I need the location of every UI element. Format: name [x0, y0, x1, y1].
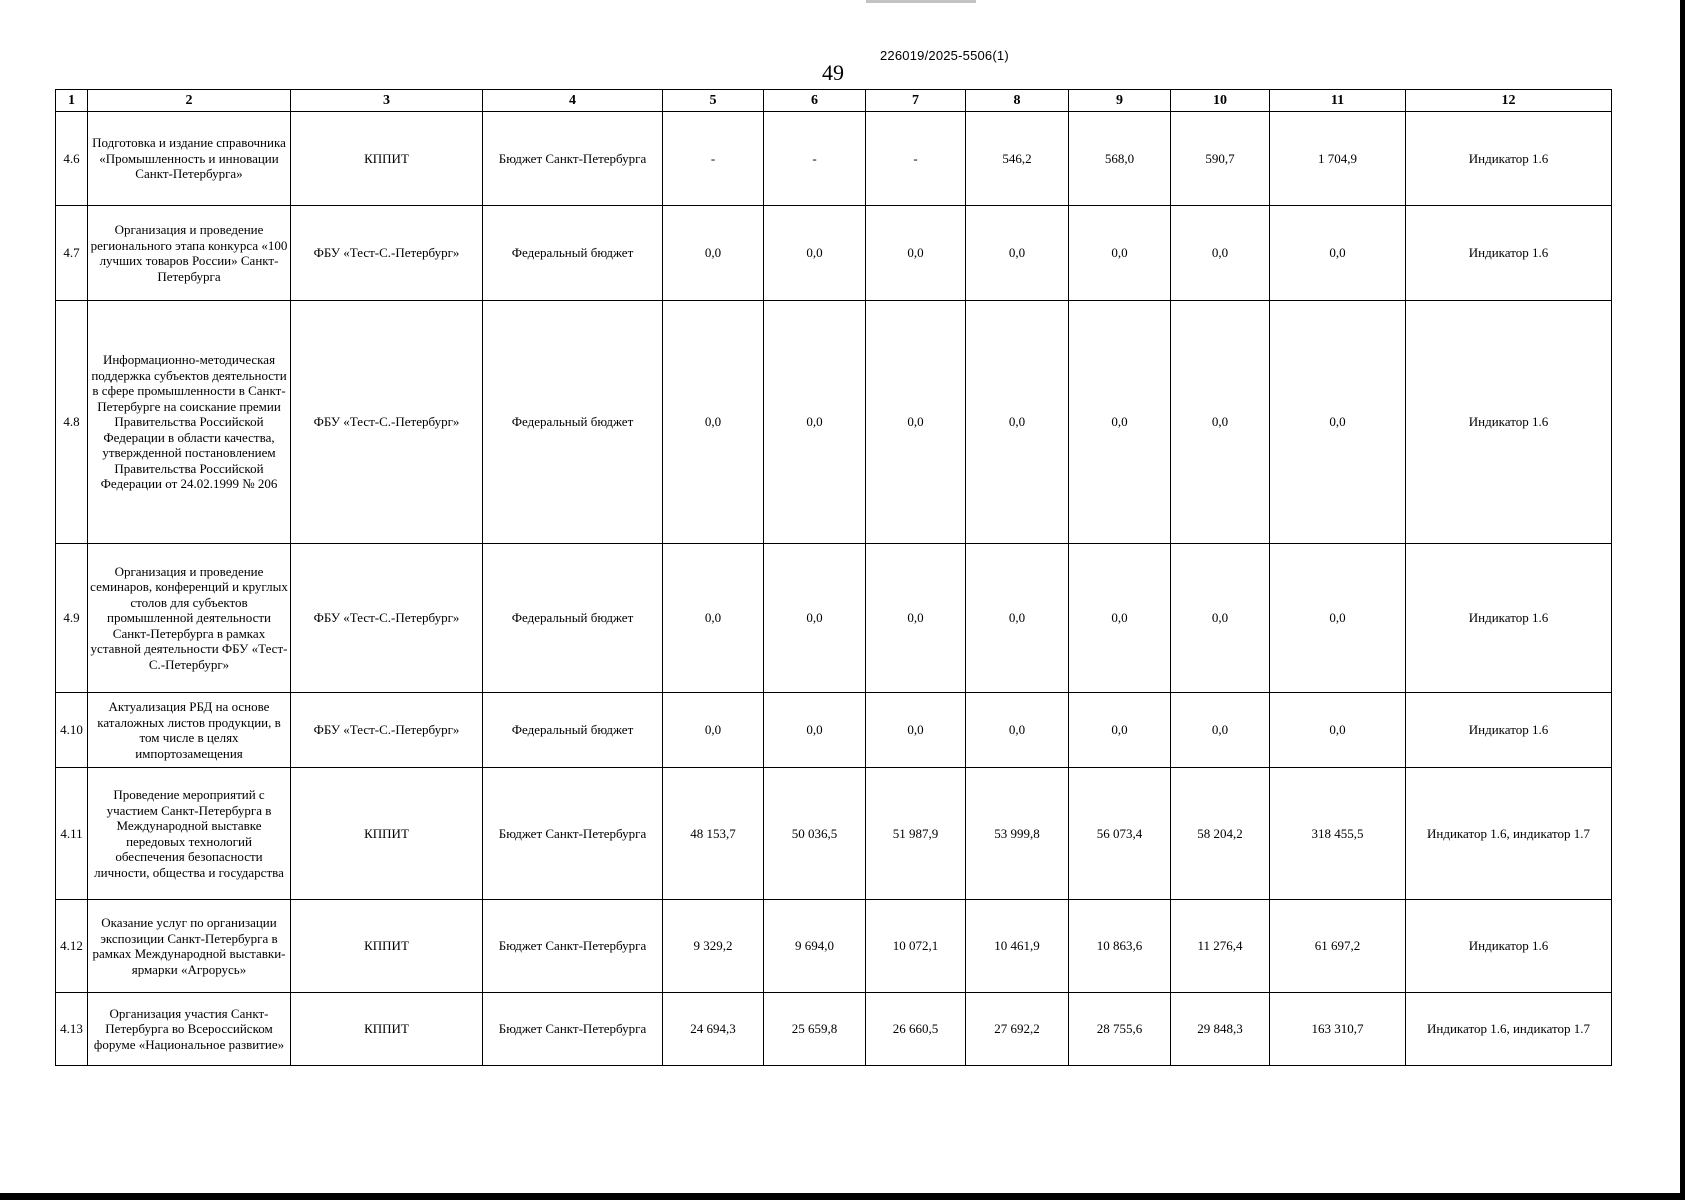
column-header-11: 11	[1270, 90, 1406, 112]
column-header-7: 7	[866, 90, 966, 112]
cell-total: 163 310,7	[1270, 993, 1406, 1066]
table-row	[56, 206, 1612, 301]
cell-value-col7: 0,0	[866, 693, 966, 768]
cell-total: 1 704,9	[1270, 112, 1406, 206]
column-header-9: 9	[1069, 90, 1171, 112]
cell-value-col5: 0,0	[663, 301, 764, 544]
cell-value-col8: 27 692,2	[966, 993, 1069, 1066]
cell-value-col8: 53 999,8	[966, 768, 1069, 900]
cell-value-col8: 10 461,9	[966, 900, 1069, 993]
cell-source: Федеральный бюджет	[483, 301, 663, 544]
cell-value-col9: 10 863,6	[1069, 900, 1171, 993]
cell-value-col5: 24 694,3	[663, 993, 764, 1066]
cell-value-col9: 28 755,6	[1069, 993, 1171, 1066]
cell-total: 318 455,5	[1270, 768, 1406, 900]
cell-name: Проведение мероприятий с участием Санкт-Петербурга в Международной выставке передовых технологий обеспечения безопасности личности, общества и государства	[88, 768, 291, 900]
cell-value-col10: 11 276,4	[1171, 900, 1270, 993]
page-bottom-border	[0, 1193, 1685, 1200]
program-activities-table	[55, 89, 1612, 1066]
cell-indicator: Индикатор 1.6	[1406, 544, 1612, 693]
cell-name: Оказание услуг по организации экспозиции Санкт-Петербурга в рамках Международной выставки-ярмарки «Агрорусь»	[88, 900, 291, 993]
table-row	[56, 768, 1612, 900]
cell-value-col6: 50 036,5	[764, 768, 866, 900]
cell-value-col9: 0,0	[1069, 693, 1171, 768]
cell-value-col10: 29 848,3	[1171, 993, 1270, 1066]
cell-value-col10: 58 204,2	[1171, 768, 1270, 900]
cell-value-col7: 0,0	[866, 544, 966, 693]
cell-name: Организация и проведение регионального этапа конкурса «100 лучших товаров России» Санкт-Петербурга	[88, 206, 291, 301]
document-number: 226019/2025-5506(1)	[880, 48, 1009, 63]
cell-source: Федеральный бюджет	[483, 544, 663, 693]
cell-value-col5: 9 329,2	[663, 900, 764, 993]
cell-name: Организация и проведение семинаров, конференций и круглых столов для субъектов промышленной деятельности Санкт-Петербурга в рамках уставной деятельности ФБУ «Тест-С.-Петербург»	[88, 544, 291, 693]
column-header-1: 1	[56, 90, 88, 112]
cell-value-col7: 0,0	[866, 206, 966, 301]
cell-indicator: Индикатор 1.6	[1406, 206, 1612, 301]
cell-indicator: Индикатор 1.6	[1406, 900, 1612, 993]
cell-num: 4.12	[56, 900, 88, 993]
cell-value-col6: 0,0	[764, 544, 866, 693]
cell-source: Бюджет Санкт-Петербурга	[483, 900, 663, 993]
column-header-10: 10	[1171, 90, 1270, 112]
cell-source: Федеральный бюджет	[483, 206, 663, 301]
cell-value-col10: 0,0	[1171, 206, 1270, 301]
table-row	[56, 993, 1612, 1066]
cell-value-col9: 0,0	[1069, 301, 1171, 544]
table-body	[56, 90, 1612, 1066]
cell-value-col9: 568,0	[1069, 112, 1171, 206]
cell-executor: КППИТ	[291, 768, 483, 900]
cell-value-col8: 0,0	[966, 301, 1069, 544]
cell-total: 0,0	[1270, 301, 1406, 544]
cell-value-col7: 26 660,5	[866, 993, 966, 1066]
cell-num: 4.6	[56, 112, 88, 206]
cell-value-col7: 51 987,9	[866, 768, 966, 900]
cell-total: 0,0	[1270, 544, 1406, 693]
cell-value-col6: 9 694,0	[764, 900, 866, 993]
column-header-5: 5	[663, 90, 764, 112]
cell-executor: ФБУ «Тест-С.-Петербург»	[291, 544, 483, 693]
column-header-12: 12	[1406, 90, 1612, 112]
table-row	[56, 900, 1612, 993]
cell-name: Актуализация РБД на основе каталожных листов продукции, в том числе в целях импортозамещения	[88, 693, 291, 768]
page-number: 49	[822, 60, 844, 85]
cell-value-col8: 0,0	[966, 693, 1069, 768]
column-header-6: 6	[764, 90, 866, 112]
cell-executor: ФБУ «Тест-С.-Петербург»	[291, 206, 483, 301]
cell-value-col7: -	[866, 112, 966, 206]
cell-executor: КППИТ	[291, 112, 483, 206]
cell-source: Бюджет Санкт-Петербурга	[483, 112, 663, 206]
cell-indicator: Индикатор 1.6, индикатор 1.7	[1406, 993, 1612, 1066]
cell-num: 4.11	[56, 768, 88, 900]
cell-value-col6: -	[764, 112, 866, 206]
column-header-2: 2	[88, 90, 291, 112]
cell-indicator: Индикатор 1.6	[1406, 112, 1612, 206]
cell-value-col6: 0,0	[764, 206, 866, 301]
table-row	[56, 693, 1612, 768]
cell-value-col6: 25 659,8	[764, 993, 866, 1066]
cell-num: 4.10	[56, 693, 88, 768]
table-row	[56, 112, 1612, 206]
cell-total: 0,0	[1270, 693, 1406, 768]
cell-name: Организация участия Санкт-Петербурга во Всероссийском форуме «Национальное развитие»	[88, 993, 291, 1066]
cell-value-col10: 0,0	[1171, 544, 1270, 693]
cell-value-col5: 0,0	[663, 544, 764, 693]
cell-value-col8: 0,0	[966, 544, 1069, 693]
cell-value-col6: 0,0	[764, 301, 866, 544]
cell-source: Федеральный бюджет	[483, 693, 663, 768]
cell-name: Подготовка и издание справочника «Промышленность и инновации Санкт-Петербурга»	[88, 112, 291, 206]
table-row	[56, 544, 1612, 693]
cell-value-col10: 0,0	[1171, 301, 1270, 544]
cell-value-col5: 0,0	[663, 693, 764, 768]
column-header-8: 8	[966, 90, 1069, 112]
cell-indicator: Индикатор 1.6	[1406, 301, 1612, 544]
cell-num: 4.9	[56, 544, 88, 693]
column-header-4: 4	[483, 90, 663, 112]
cell-total: 61 697,2	[1270, 900, 1406, 993]
cell-source: Бюджет Санкт-Петербурга	[483, 768, 663, 900]
page-right-border	[1680, 0, 1685, 1200]
cell-value-col5: 0,0	[663, 206, 764, 301]
cell-value-col9: 56 073,4	[1069, 768, 1171, 900]
cell-value-col10: 590,7	[1171, 112, 1270, 206]
cell-value-col7: 0,0	[866, 301, 966, 544]
cell-total: 0,0	[1270, 206, 1406, 301]
column-number-row	[56, 90, 1612, 112]
cell-indicator: Индикатор 1.6, индикатор 1.7	[1406, 768, 1612, 900]
cell-indicator: Индикатор 1.6	[1406, 693, 1612, 768]
cell-value-col7: 10 072,1	[866, 900, 966, 993]
column-header-3: 3	[291, 90, 483, 112]
cell-value-col9: 0,0	[1069, 544, 1171, 693]
cell-num: 4.13	[56, 993, 88, 1066]
top-scan-mark	[866, 0, 976, 3]
cell-num: 4.8	[56, 301, 88, 544]
cell-num: 4.7	[56, 206, 88, 301]
cell-executor: КППИТ	[291, 900, 483, 993]
cell-executor: КППИТ	[291, 993, 483, 1066]
cell-value-col6: 0,0	[764, 693, 866, 768]
cell-value-col10: 0,0	[1171, 693, 1270, 768]
cell-value-col5: -	[663, 112, 764, 206]
cell-value-col8: 0,0	[966, 206, 1069, 301]
cell-executor: ФБУ «Тест-С.-Петербург»	[291, 301, 483, 544]
cell-executor: ФБУ «Тест-С.-Петербург»	[291, 693, 483, 768]
table-row	[56, 301, 1612, 544]
cell-name: Информационно-методическая поддержка субъектов деятельности в сфере промышленности в Санкт-Петербурге на соискание премии Правительства Российской Федерации в области качества, утвержденной постановлением Правительства Российской Федерации от 24.02.1999 № 206	[88, 301, 291, 544]
cell-value-col8: 546,2	[966, 112, 1069, 206]
cell-value-col9: 0,0	[1069, 206, 1171, 301]
cell-value-col5: 48 153,7	[663, 768, 764, 900]
cell-source: Бюджет Санкт-Петербурга	[483, 993, 663, 1066]
